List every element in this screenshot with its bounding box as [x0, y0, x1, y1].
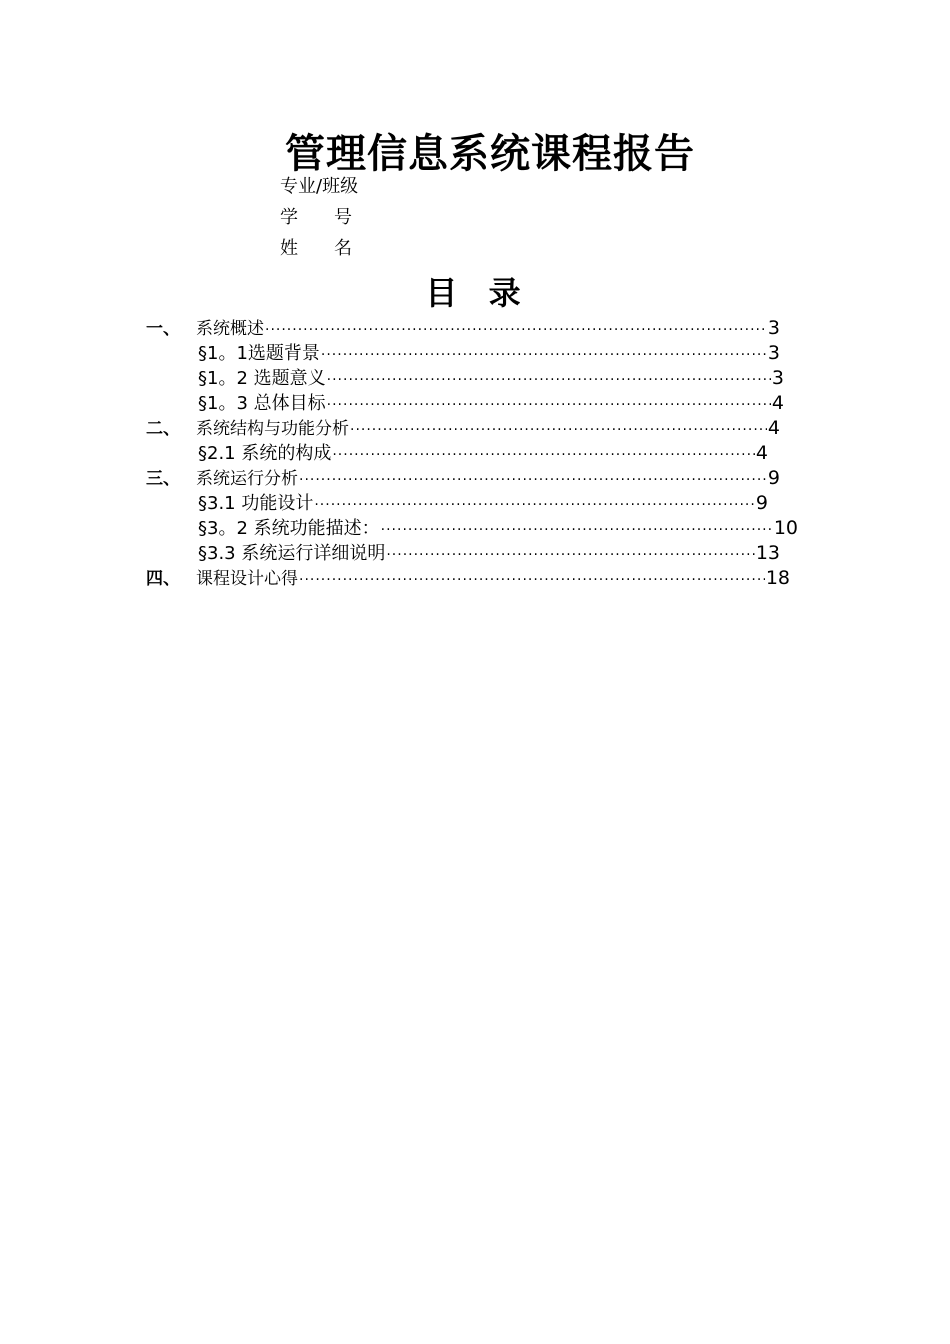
toc-leader-dots — [327, 372, 771, 388]
toc-entry-page: 3 — [771, 367, 784, 389]
toc-heading: 目 录 — [425, 274, 531, 312]
toc-entry-label: §3。2 系统功能描述： — [198, 518, 380, 539]
toc-entry-page: 4 — [755, 442, 768, 464]
toc-entry-page: 4 — [767, 417, 780, 439]
toc-entry-number: 一、 — [146, 319, 180, 339]
toc-leader-dots — [332, 447, 755, 463]
toc-leader-dots — [314, 497, 755, 513]
toc-entry[interactable] — [198, 389, 784, 414]
toc-entry-number: 四、 — [146, 569, 180, 589]
toc-leader-dots — [321, 347, 767, 363]
toc-leader-dots — [299, 572, 765, 588]
toc-leader-dots — [350, 422, 767, 438]
toc-entry-label: 系统概述 — [196, 319, 264, 339]
toc-entry-number: 三、 — [146, 469, 180, 489]
toc-entry-label: 课程设计心得 — [196, 569, 298, 589]
toc-entry-page: 9 — [767, 467, 780, 489]
toc-entry[interactable] — [146, 314, 780, 339]
toc-entry-label: §3.3 系统运行详细说明 — [198, 543, 386, 564]
toc-entry[interactable] — [198, 539, 780, 564]
info-student-id: 学 号 — [280, 207, 352, 228]
info-major-class: 专业/班级 — [280, 176, 359, 197]
toc-entry[interactable] — [198, 439, 768, 464]
toc-entry-page: 13 — [755, 542, 780, 564]
toc-entry-label: 系统结构与功能分析 — [196, 419, 349, 439]
toc-entry-page: 3 — [767, 317, 780, 339]
toc-leader-dots — [381, 522, 773, 538]
toc-entry[interactable] — [146, 414, 780, 439]
toc-entry-page: 18 — [765, 567, 790, 589]
toc-entry-label: §3.1 功能设计 — [198, 493, 314, 514]
toc-entry[interactable] — [146, 564, 790, 589]
toc-entry-label: §1。3 总体目标 — [198, 393, 326, 414]
toc-entry-page: 3 — [767, 342, 780, 364]
toc-entry[interactable] — [198, 339, 780, 364]
toc-leader-dots — [265, 322, 767, 338]
document-title: 管理信息系统课程报告 — [285, 130, 695, 177]
toc-entry[interactable] — [146, 464, 780, 489]
toc-entry-page: 9 — [755, 492, 768, 514]
info-name: 姓 名 — [280, 238, 352, 259]
toc-leader-dots — [299, 472, 767, 488]
toc-entry-label: §2.1 系统的构成 — [198, 443, 332, 464]
toc-entry-label: §1。1选题背景 — [198, 343, 320, 364]
toc-leader-dots — [327, 397, 771, 413]
toc-entry-page: 10 — [773, 517, 798, 539]
toc-entry-label: §1。2 选题意义 — [198, 368, 326, 389]
toc-entry[interactable] — [198, 489, 768, 514]
toc-entry-page: 4 — [771, 392, 784, 414]
toc-entry[interactable] — [198, 514, 798, 539]
toc-leader-dots — [386, 547, 754, 563]
toc-entry-number: 二、 — [146, 419, 180, 439]
toc-entry[interactable] — [198, 364, 784, 389]
toc-entry-label: 系统运行分析 — [196, 469, 298, 489]
student-info-block — [280, 171, 358, 264]
